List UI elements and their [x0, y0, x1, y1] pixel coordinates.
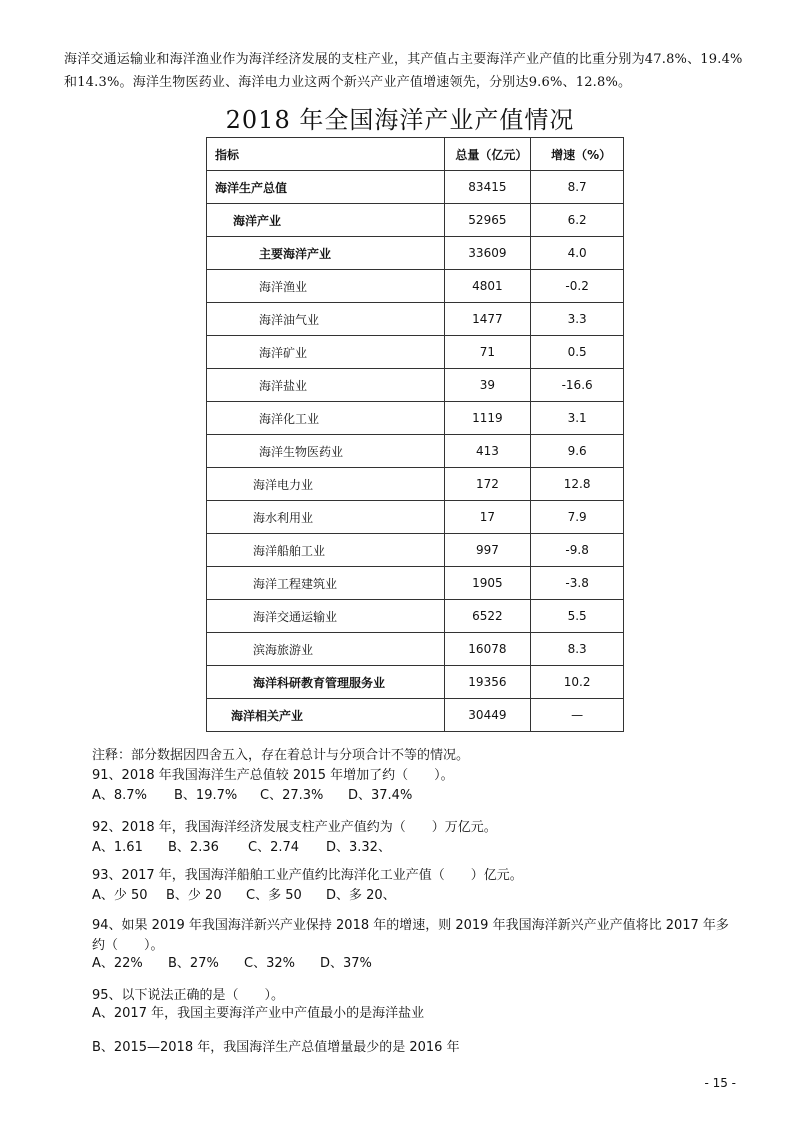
row-total: 52965	[444, 204, 531, 237]
row-total: 30449	[444, 699, 531, 732]
row-name: 海洋生物医药业	[207, 435, 445, 468]
row-total: 33609	[444, 237, 531, 270]
row-name: 主要海洋产业	[207, 237, 445, 270]
row-total: 4801	[444, 270, 531, 303]
header-total: 总量（亿元）	[444, 138, 531, 171]
question-93-options	[92, 886, 396, 906]
row-total: 17	[444, 501, 531, 534]
row-growth: 3.1	[531, 402, 624, 435]
intro-paragraph: 海洋交通运输业和海洋渔业作为海洋经济发展的支柱产业，其产值占主要海洋产业产值的比重分别为47.8%、19.4%和14.3%。海洋生物医药业、海洋电力业这两个新兴产业产值增速领先，分别达9.6%、12.8%。	[64, 52, 743, 90]
table-row	[207, 699, 624, 732]
row-name: 海洋相关产业	[207, 699, 445, 732]
question-94: 94、如果 2019 年我国海洋新兴产业保持 2018 年的增速，则 2019 年我国海洋新兴产业产值将比 2017 年多约（ ）。	[92, 918, 729, 953]
row-name: 海洋油气业	[207, 303, 445, 336]
row-name: 海洋矿业	[207, 336, 445, 369]
option-a: A、1.61	[92, 840, 143, 855]
table-row	[207, 534, 624, 567]
row-growth: -16.6	[531, 369, 624, 402]
option-b: B、27%	[168, 956, 219, 971]
table-note: 注释：部分数据因四舍五入，存在着总计与分项合计不等的情况。	[92, 748, 470, 763]
row-name: 海洋化工业	[207, 402, 445, 435]
row-growth: 5.5	[531, 600, 624, 633]
option-b: B、19.7%	[174, 788, 238, 803]
table-row	[207, 435, 624, 468]
row-growth: 7.9	[531, 501, 624, 534]
table-row	[207, 303, 624, 336]
row-growth: -3.8	[531, 567, 624, 600]
row-name: 海水利用业	[207, 501, 445, 534]
row-name: 海洋科研教育管理服务业	[207, 666, 445, 699]
row-total: 413	[444, 435, 531, 468]
row-name: 海洋电力业	[207, 468, 445, 501]
question-91-options	[92, 786, 412, 806]
row-total: 172	[444, 468, 531, 501]
table-row	[207, 369, 624, 402]
table-row	[207, 633, 624, 666]
question-93: 93、2017 年，我国海洋船舶工业产值约比海洋化工业产值（ ）亿元。	[92, 868, 523, 883]
row-name: 海洋盐业	[207, 369, 445, 402]
row-name: 海洋交通运输业	[207, 600, 445, 633]
row-growth: 8.3	[531, 633, 624, 666]
row-total: 1905	[444, 567, 531, 600]
page-number: - 15 -	[704, 1076, 736, 1090]
option-d: D、37.4%	[348, 788, 413, 803]
row-total: 997	[444, 534, 531, 567]
question-95: 95、以下说法正确的是（ ）。	[92, 988, 285, 1003]
table-row	[207, 468, 624, 501]
row-name: 海洋产业	[207, 204, 445, 237]
table-row	[207, 600, 624, 633]
row-total: 71	[444, 336, 531, 369]
row-growth: 12.8	[531, 468, 624, 501]
option-c: C、27.3%	[260, 788, 324, 803]
table-row	[207, 237, 624, 270]
row-growth: 10.2	[531, 666, 624, 699]
row-name: 海洋船舶工业	[207, 534, 445, 567]
question-95-option-a: A、2017 年，我国主要海洋产业中产值最小的是海洋盐业	[92, 1006, 425, 1021]
option-d: D、3.32、	[326, 840, 391, 855]
table-row	[207, 567, 624, 600]
row-growth: 0.5	[531, 336, 624, 369]
table-row	[207, 402, 624, 435]
option-a: A、22%	[92, 956, 143, 971]
row-total: 39	[444, 369, 531, 402]
option-b: B、2.36	[168, 840, 219, 855]
question-92-options	[92, 838, 391, 858]
option-d: D、多 20、	[326, 888, 396, 903]
table-row	[207, 501, 624, 534]
table-row	[207, 270, 624, 303]
row-total: 6522	[444, 600, 531, 633]
row-name: 海洋生产总值	[207, 171, 445, 204]
row-growth: -9.8	[531, 534, 624, 567]
option-c: C、多 50	[246, 888, 302, 903]
table-row	[207, 336, 624, 369]
marine-industry-table	[206, 137, 624, 732]
option-a: A、8.7%	[92, 788, 147, 803]
row-total: 83415	[444, 171, 531, 204]
row-growth: 3.3	[531, 303, 624, 336]
row-total: 1119	[444, 402, 531, 435]
row-growth: 6.2	[531, 204, 624, 237]
header-growth: 增速（%）	[531, 138, 624, 171]
row-growth: 8.7	[531, 171, 624, 204]
option-c: C、32%	[244, 956, 295, 971]
row-growth: —	[531, 699, 624, 732]
option-b: B、少 20	[166, 888, 222, 903]
option-a: A、少 50	[92, 888, 148, 903]
question-94-options	[92, 954, 372, 974]
row-total: 16078	[444, 633, 531, 666]
row-total: 19356	[444, 666, 531, 699]
question-91: 91、2018 年我国海洋生产总值较 2015 年增加了约（ ）。	[92, 768, 454, 783]
row-growth: 4.0	[531, 237, 624, 270]
table-row	[207, 666, 624, 699]
row-total: 1477	[444, 303, 531, 336]
question-92: 92、2018 年，我国海洋经济发展支柱产业产值约为（ ）万亿元。	[92, 820, 497, 835]
table-row	[207, 204, 624, 237]
question-95-option-b: B、2015—2018 年，我国海洋生产总值增量最少的是 2016 年	[92, 1040, 460, 1055]
table-title: 2018 年全国海洋产业产值情况	[225, 106, 575, 134]
row-name: 海洋渔业	[207, 270, 445, 303]
table-header-row	[207, 138, 624, 171]
header-indicator: 指标	[207, 138, 445, 171]
option-c: C、2.74	[248, 840, 300, 855]
table-row	[207, 171, 624, 204]
row-name: 海洋工程建筑业	[207, 567, 445, 600]
row-name: 滨海旅游业	[207, 633, 445, 666]
row-growth: 9.6	[531, 435, 624, 468]
option-d: D、37%	[320, 956, 372, 971]
row-growth: -0.2	[531, 270, 624, 303]
